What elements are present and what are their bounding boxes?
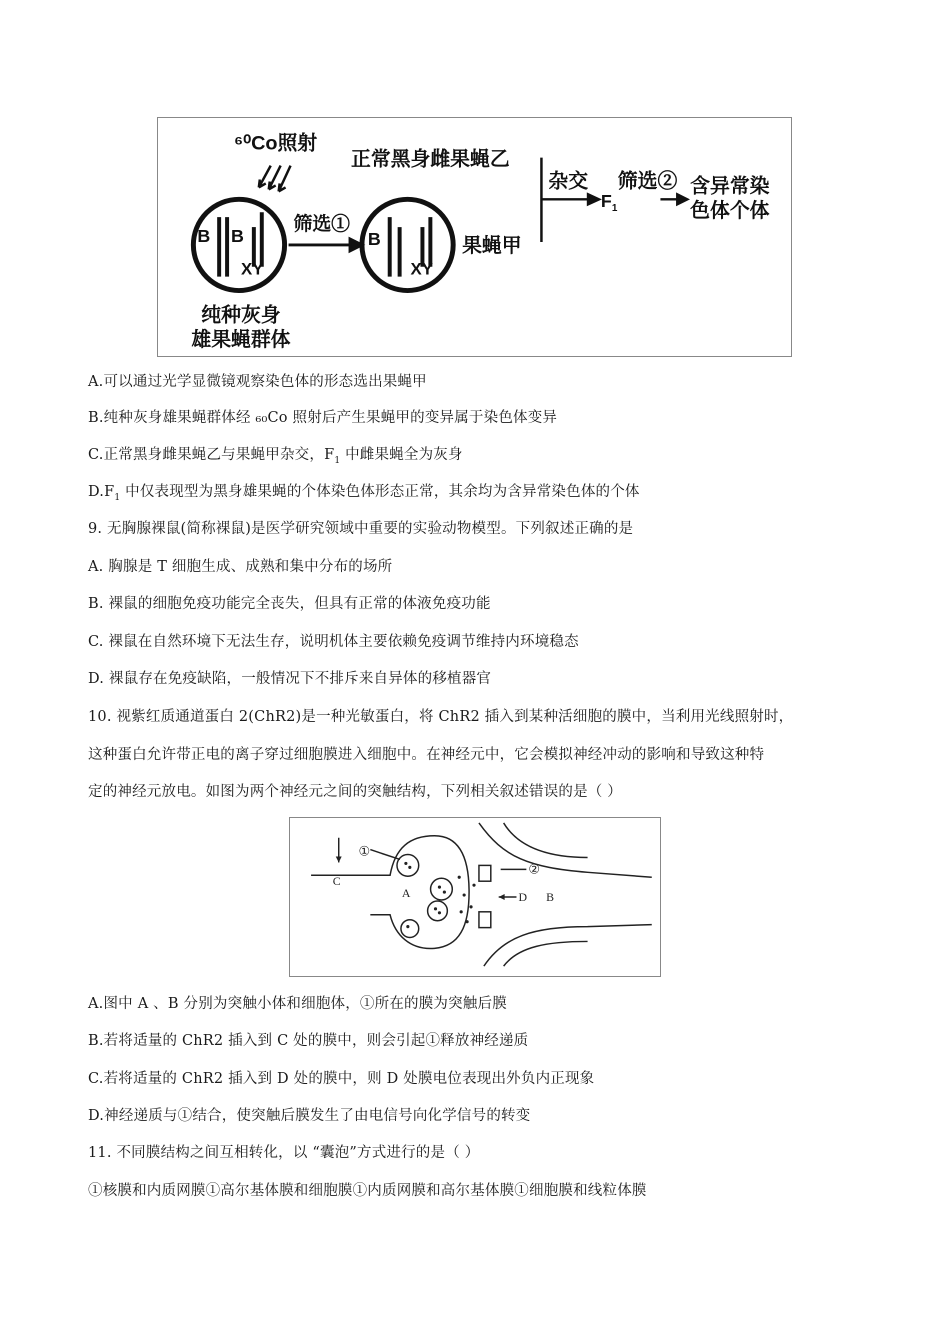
q10-option-b: B.若将适量的 ChR2 插入到 C 处的膜中，则会引起①释放神经递质	[88, 1033, 529, 1049]
fruit-fly-diagram	[157, 117, 792, 357]
label-d: D	[518, 889, 528, 904]
q10-option-d: D.神经递质与①结合，使突触后膜发生了由电信号向化学信号的转变	[88, 1108, 531, 1124]
label-c: C	[332, 874, 341, 889]
label-1: ①	[358, 844, 370, 859]
result-label-1: 含异常染	[690, 175, 770, 198]
q8-option-b: B.纯种灰身雄果蝇群体经 ₆₀Co 照射后产生果蝇甲的变异属于染色体变异	[88, 410, 558, 426]
label-2: ②	[528, 862, 540, 877]
q9-option-c: C. 裸鼠在自然环境下无法生存，说明机体主要依赖免疫调节维持内环境稳态	[88, 634, 579, 650]
female-label: 正常黑身雌果蝇乙	[351, 148, 510, 171]
population-label-2: 雄果蝇群体	[191, 329, 291, 352]
q8-option-d: $D.F_1$ 中仅表现型为黑身雄果蝇的个体染色体形态正常，其余均为含异常染色体的个体	[88, 484, 640, 503]
cell-left-gene-b1: B	[197, 225, 211, 246]
q11-stem: 11. 不同膜结构之间互相转化，以 “囊泡”方式进行的是（ ）	[88, 1145, 480, 1161]
q9-option-d: D. 裸鼠存在免疫缺陷，一般情况下不排斥来自异体的移植器官	[88, 671, 492, 687]
q10-stem-3: 定的神经元放电。如图为两个神经元之间的突触结构，下列相关叙述错误的是（ ）	[88, 784, 623, 800]
cell-left-gene-b2: B	[231, 225, 244, 246]
f1-label: $F_1$	[600, 191, 618, 215]
population-label-1: 纯种灰身	[201, 304, 281, 327]
hybrid-label: 杂交	[548, 170, 589, 193]
result-label-2: 色体个体	[690, 200, 770, 223]
q10-option-c: C.若将适量的 ChR2 插入到 D 处的膜中，则 D 处膜电位表现出外负内正现象	[88, 1071, 595, 1087]
cell-left-xy: XY	[240, 259, 264, 279]
screen2-label: 筛选②	[617, 170, 678, 193]
radiation-arrows-icon	[259, 166, 291, 192]
q9-option-a: A. 胸腺是 T 细胞生成、成熟和集中分布的场所	[88, 559, 393, 575]
q10-option-a: A.图中 A 、B 分别为突触小体和细胞体，①所在的膜为突触后膜	[88, 996, 507, 1012]
label-a: A	[401, 886, 411, 900]
q10-stem-1: 10. 视紫红质通道蛋白 2(ChR2)是一种光敏蛋白，将 ChR2 插入到某种活细胞的膜中，当利用光线照射时，	[88, 709, 794, 725]
q10-stem-2: 这种蛋白允许带正电的离子穿过细胞膜进入细胞中。在神经元中，它会模拟神经冲动的影响和导致这种特	[88, 747, 765, 763]
fly-jia-label: 果蝇甲	[462, 234, 522, 257]
label-b: B	[546, 889, 555, 904]
q9-stem: 9. 无胸腺裸鼠(简称裸鼠)是医学研究领域中重要的实验动物模型。下列叙述正确的是	[88, 521, 634, 537]
q8-option-a: A.可以通过光学显微镜观察染色体的形态选出果蝇甲	[88, 374, 427, 390]
screen1-label: 筛选①	[293, 213, 351, 235]
vesicle-dots	[401, 862, 475, 928]
q8-option-c: C.正常黑身雌果蝇乙与果蝇甲杂交，$F_1$ 中雌果蝇全为灰身	[88, 447, 463, 466]
q9-option-b: B. 裸鼠的细胞免疫功能完全丧失，但具有正常的体液免疫功能	[88, 596, 491, 612]
q11-items: ①核膜和内质网膜①高尔基体膜和细胞膜①内质网膜和高尔基体膜①细胞膜和线粒体膜	[88, 1183, 647, 1199]
cell-right-xy: XY	[410, 259, 434, 279]
synapse-diagram	[289, 817, 661, 977]
co60-label: ⁶⁰Co照射	[234, 132, 318, 155]
cell-right-gene-b: B	[367, 228, 381, 249]
